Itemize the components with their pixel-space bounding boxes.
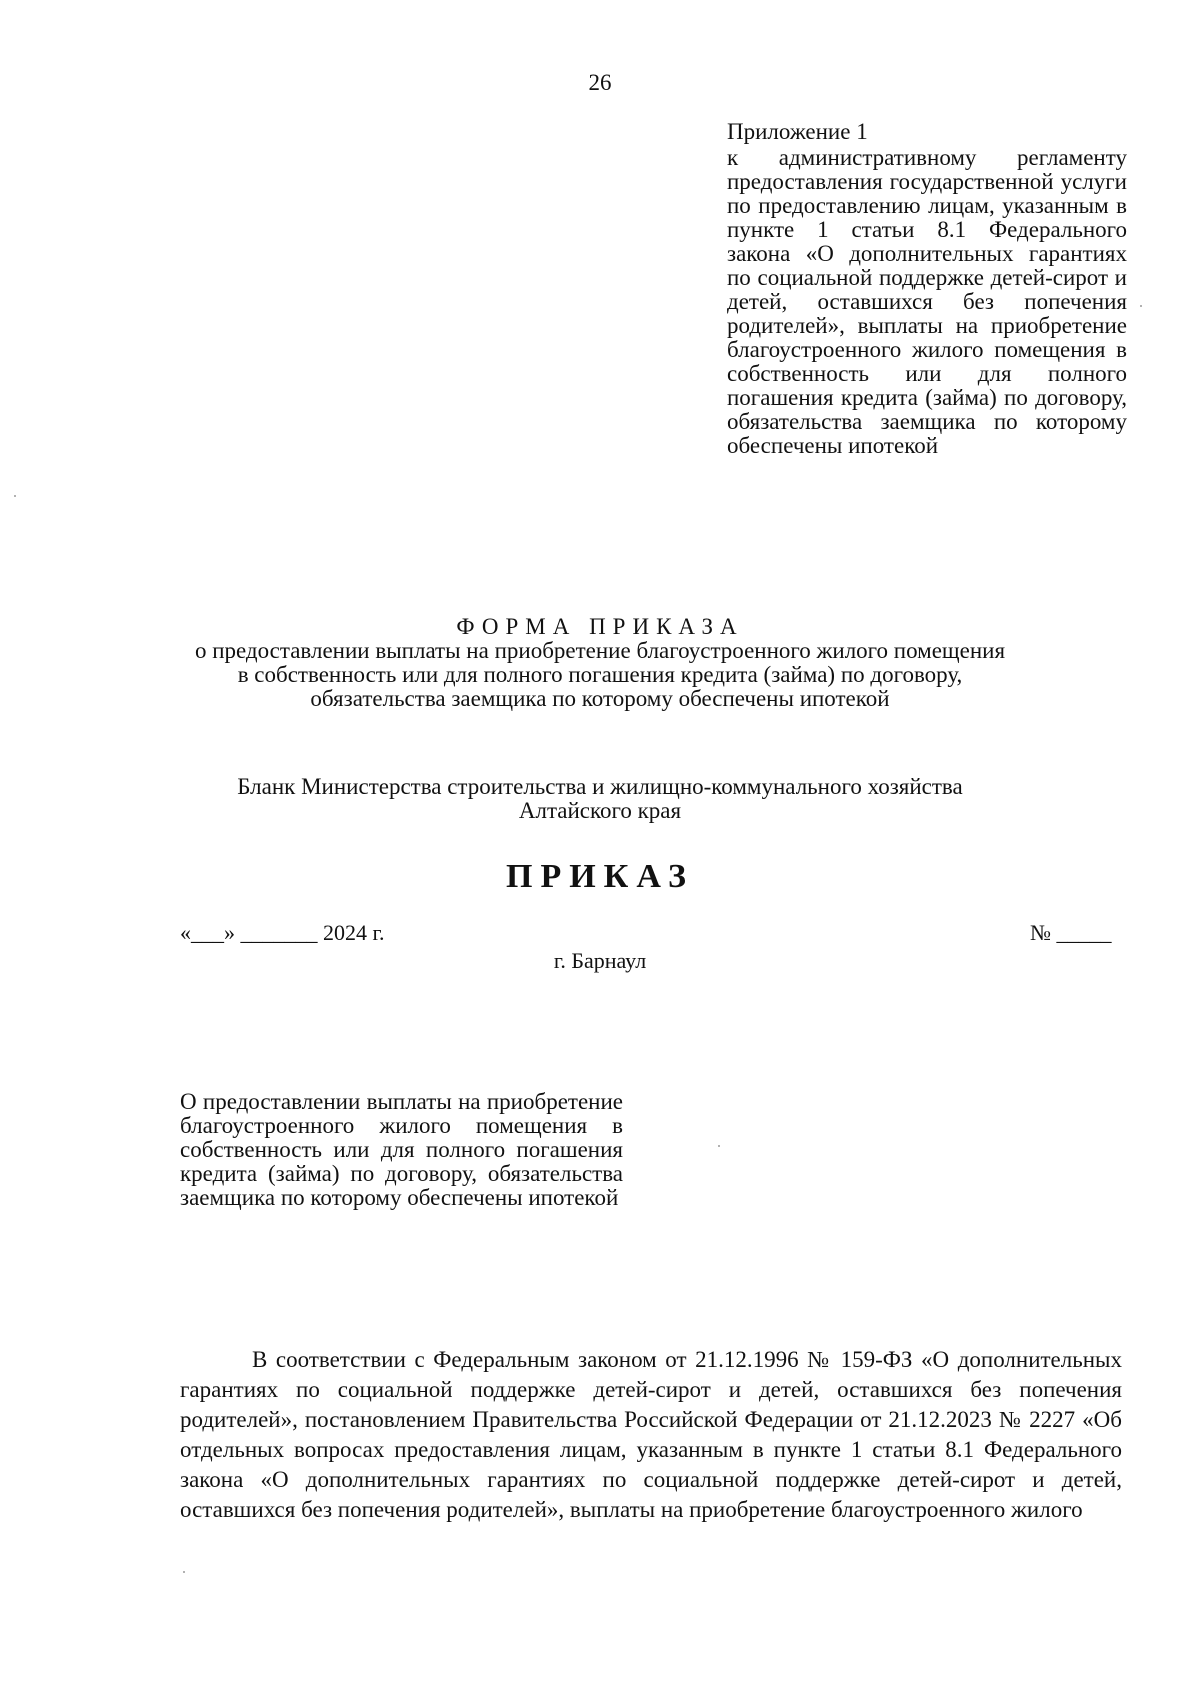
order-title: ПРИКАЗ: [506, 858, 694, 895]
letterhead-line-2: Алтайского края: [518, 798, 682, 823]
body-paragraph: В соответствии с Федеральным законом от 21.12.1996 № 159-ФЗ «О дополнительных гарантиях по социальной поддержке детей-сирот и детей, оставшихся без попечения родителей», постановлением Правительства Российской Федерации от 21.12.2023 № 2227 «Об отдельных вопросах предоставления лицам, указанным в пункте 1 статьи 8.1 Федерального закона «О дополнительных гарантиях по социальной поддержке детей-сирот и детей, оставшихся без попечения родителей», выплаты на приобретение благоустроенного жилого: [180, 1347, 1122, 1522]
form-subtitle-line-1: о предоставлении выплаты на приобретение благоустроенного жилого помещения: [194, 638, 1006, 663]
city-label: г. Барнаул: [553, 948, 647, 973]
form-title: ФОРМА ПРИКАЗА: [456, 614, 744, 639]
scan-speck: [1140, 305, 1142, 307]
letterhead-note: [120, 775, 1080, 823]
order-subject: О предоставлении выплаты на приобретение благоустроенного жилого помещения в собственность или для полного погашения кредита (займа) по договору, обязательства заемщика по которому обеспечены ипотекой: [180, 1089, 623, 1210]
appendix-block: [727, 120, 1127, 458]
appendix-text: к административному регламенту предоставления государственной услуги по предоставлению лицам, указанным в пункте 1 статьи 8.1 Федерального закона «О дополнительных гарантиях по социальной поддержке детей-сирот и детей, оставшихся без попечения родителей», выплаты на приобретение благоустроенного жилого помещения в собственность или для полного погашения кредита (займа) по договору, обязательства заемщика по которому обеспечены ипотекой: [727, 145, 1127, 458]
scan-speck: [183, 1571, 185, 1573]
appendix-title: Приложение 1: [727, 119, 868, 144]
letterhead-line-1: Бланк Министерства строительства и жилищно-коммунального хозяйства: [237, 774, 963, 799]
page-number: 26: [588, 70, 612, 95]
form-heading: [120, 615, 1080, 711]
order-number-field: № _____: [1030, 920, 1112, 945]
form-subtitle-line-2: в собственность или для полного погашения кредита (займа) по договору,: [237, 662, 963, 687]
scan-speck: [14, 495, 16, 497]
scan-speck: [718, 1145, 720, 1147]
form-subtitle-line-3: обязательства заемщика по которому обеспечены ипотекой: [310, 686, 890, 711]
date-field: «___» _______ 2024 г.: [180, 920, 385, 945]
